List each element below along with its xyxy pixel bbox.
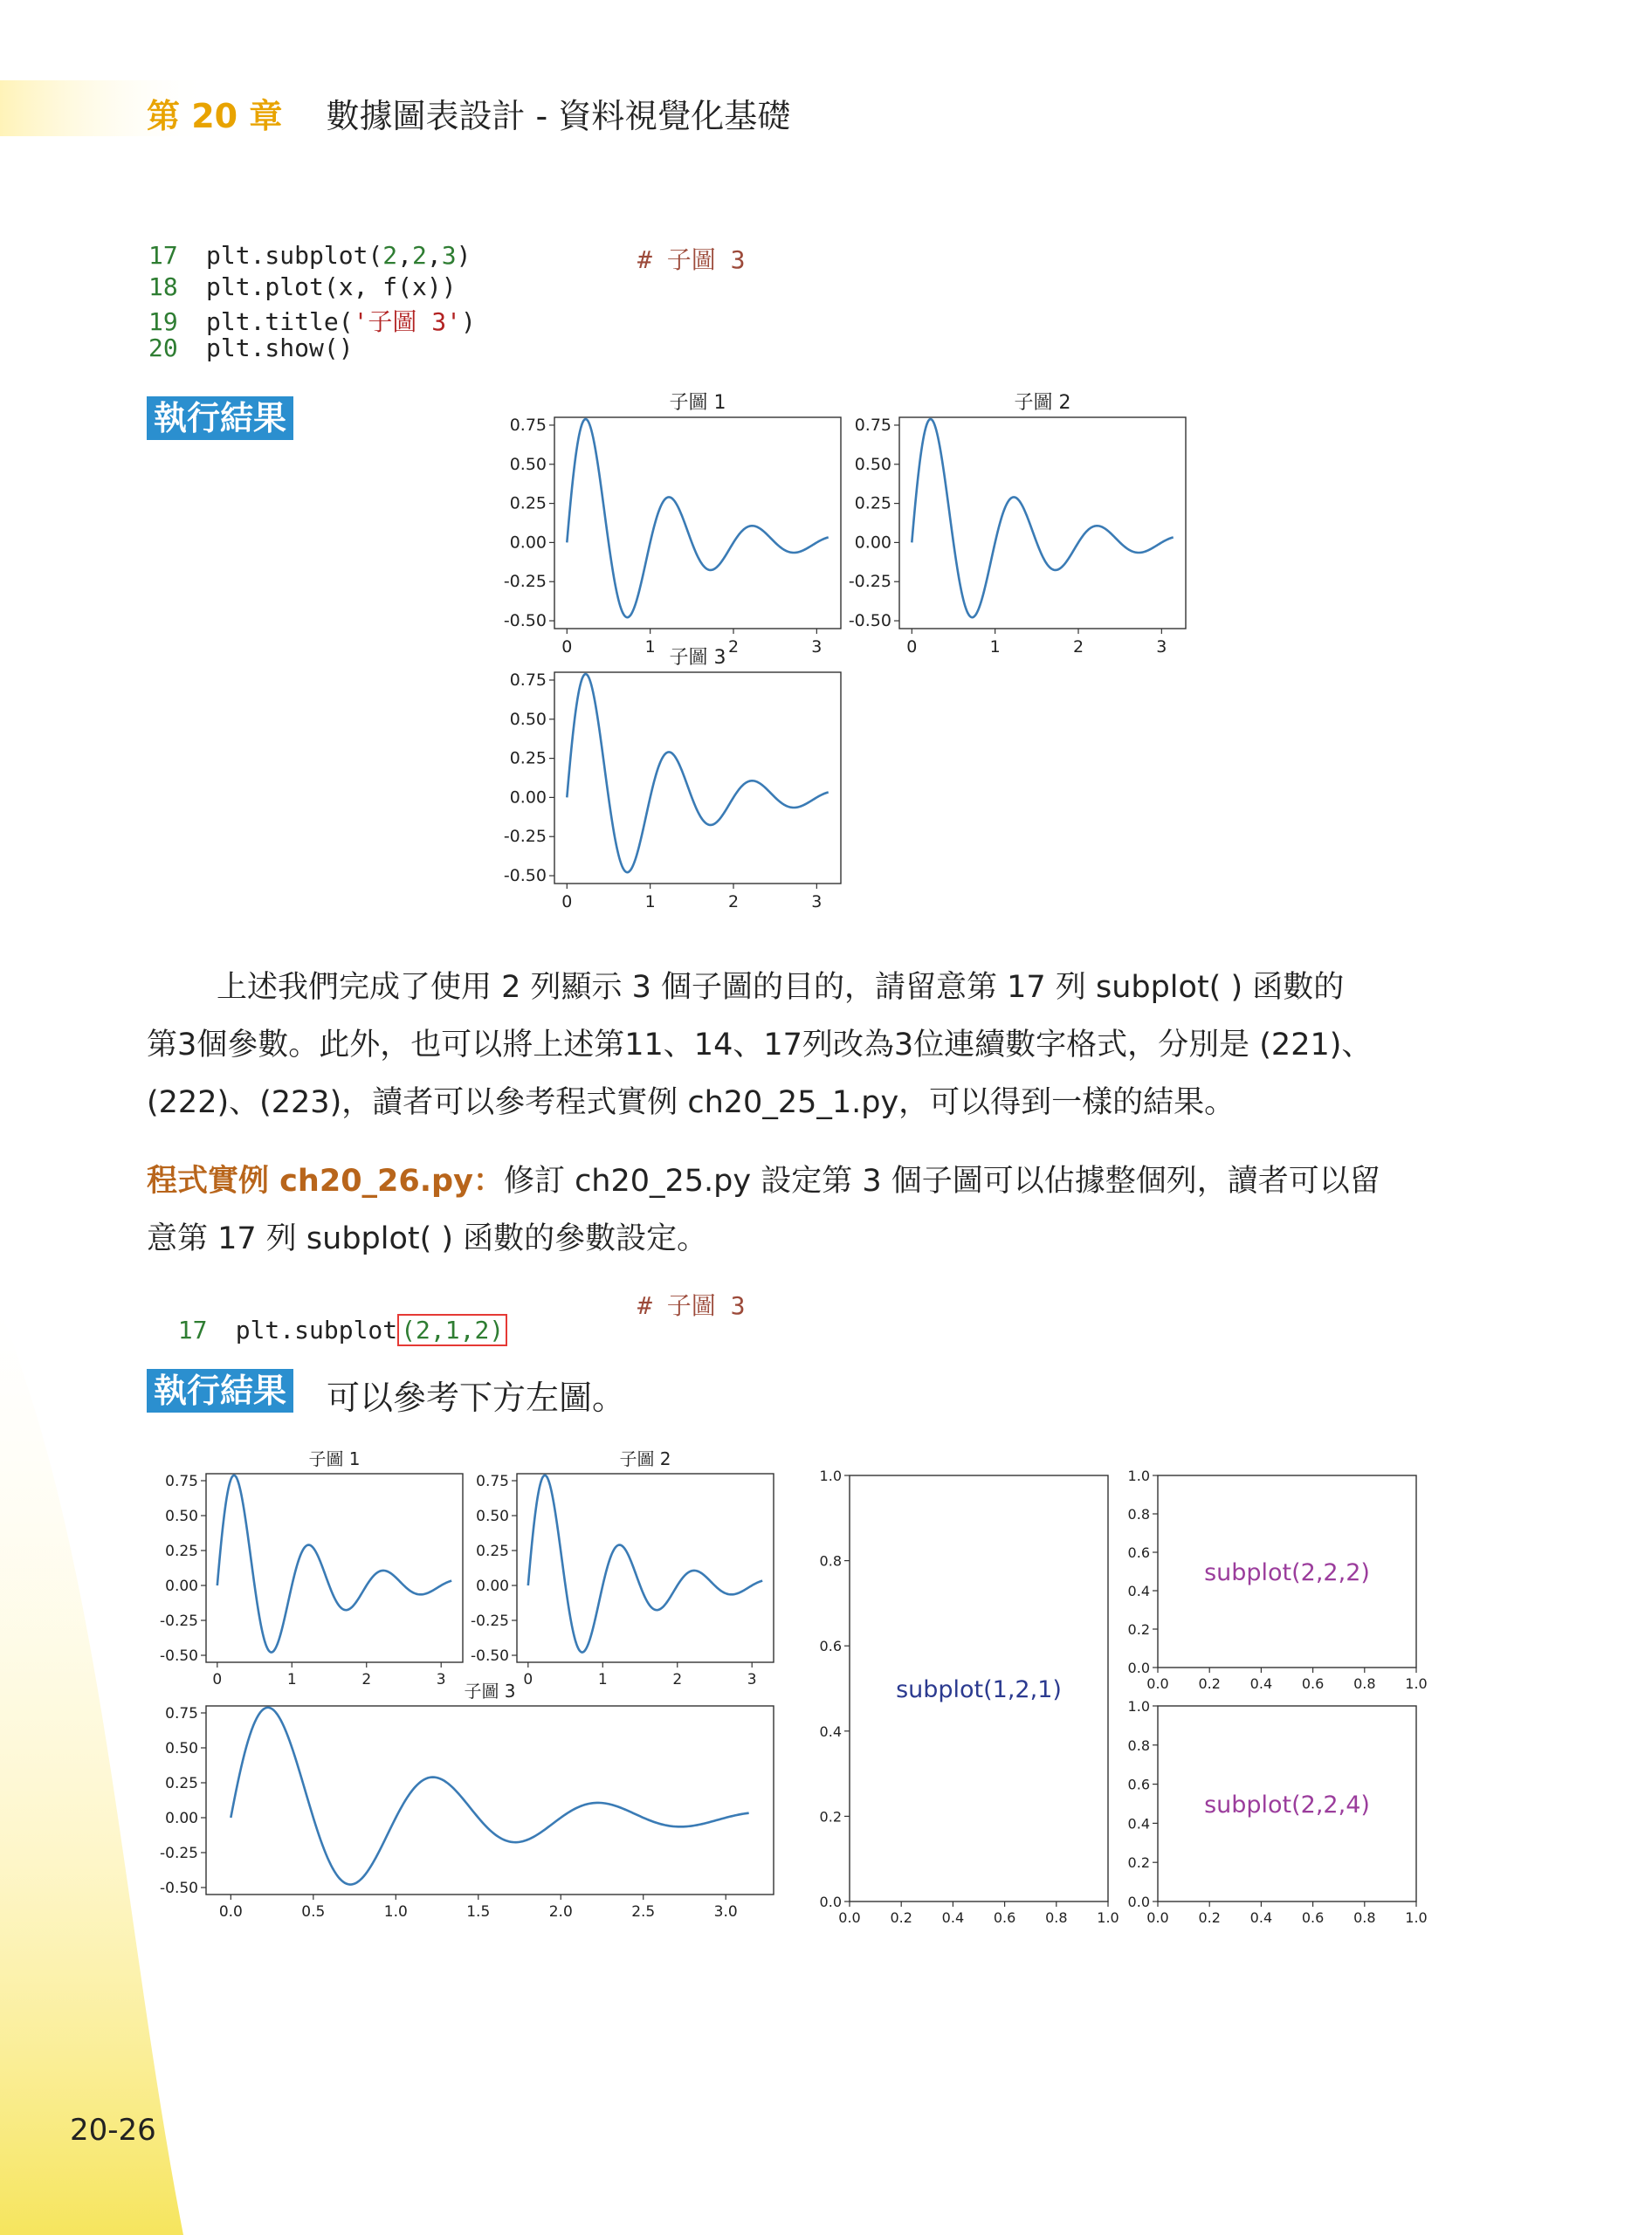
ytick-label: 0.4: [1127, 1583, 1150, 1599]
ytick-label: 0.2: [819, 1808, 842, 1826]
xtick-label: 3.0: [713, 1903, 738, 1921]
xtick-label: 1.0: [1405, 1675, 1428, 1692]
xtick-label: 0.4: [1249, 1909, 1273, 1926]
ytick-label: 0.00: [476, 1578, 509, 1595]
xtick-label: 2: [1072, 637, 1084, 657]
xtick-label: 2: [672, 1671, 683, 1688]
paragraph-1-line-1: 上述我們完成了使用 2 列顯示 3 個子圖的目的，請留意第 17 列 subplot( ) 函數的: [217, 970, 1345, 1005]
run-result-badge-1: 執行結果: [147, 396, 293, 440]
xtick-label: 1: [989, 637, 1001, 657]
xtick-label: 1: [644, 892, 656, 911]
ytick-label: 0.25: [509, 493, 547, 513]
xtick-label: 0.2: [890, 1909, 912, 1926]
code-line-17: 17 plt.subplot(2,2,3) # 子圖 3: [148, 241, 746, 274]
program-example-paragraph: [147, 1152, 1474, 1268]
xtick-label: 0: [906, 637, 918, 657]
axes-frame-3: [554, 672, 841, 884]
ytick-label: 0.2: [1127, 1854, 1150, 1872]
figure-2-subplots: [147, 1449, 793, 1947]
ytick-label: 0.6: [1127, 1776, 1150, 1793]
axes-frame-2: [517, 1474, 774, 1662]
ytick-label: -0.50: [503, 866, 547, 886]
ytick-label: 0.75: [476, 1473, 509, 1490]
ytick-label: 0.25: [165, 1543, 198, 1560]
xtick-label: 0.8: [1353, 1675, 1376, 1692]
ytick-label: 0.8: [819, 1552, 842, 1570]
xtick-label: 1.0: [383, 1903, 408, 1921]
ytick-label: 0.25: [476, 1543, 509, 1560]
xtick-label: 0.4: [941, 1909, 965, 1926]
ytick-label: -0.25: [503, 572, 547, 592]
chapter-number: 第 20 章: [147, 97, 283, 135]
subplot-label-3: subplot(2,2,4): [1204, 1791, 1370, 1819]
program-example-line-1: 程式實例 ch20_26.py：修訂 ch20_25.py 設定第 3 個子圖可以佔據整個列，讀者可以留: [147, 1164, 1380, 1199]
xtick-label: 2.0: [548, 1903, 573, 1921]
ytick-label: -0.50: [160, 1880, 198, 1897]
ytick-label: 0.6: [1127, 1544, 1150, 1561]
ytick-label: 0.75: [509, 670, 547, 690]
xtick-label: 3: [1156, 637, 1167, 657]
figure-3-subplot-layout: [803, 1467, 1467, 1947]
ytick-label: 0.50: [854, 454, 891, 474]
run-result-badge-2: 執行結果: [147, 1369, 293, 1413]
xtick-label: 0.6: [993, 1909, 1016, 1926]
xtick-label: 0.0: [1146, 1675, 1169, 1692]
subplot-title-3: 子圖 3: [669, 647, 726, 669]
highlighted-arguments: (2,1,2): [397, 1314, 507, 1346]
ytick-label: 0.8: [1127, 1506, 1150, 1523]
xtick-label: 1: [597, 1671, 608, 1688]
xtick-label: 0.8: [1353, 1909, 1376, 1926]
xtick-label: 0: [212, 1671, 223, 1688]
ytick-label: 0.0: [1127, 1660, 1150, 1676]
ytick-label: 1.0: [819, 1468, 842, 1484]
axes-frame-3: [206, 1706, 774, 1895]
xtick-label: 3: [436, 1671, 446, 1688]
axes-frame-2: [899, 417, 1186, 629]
axes-frame-1: [554, 417, 841, 629]
xtick-label: 2: [727, 637, 740, 657]
line-number: 20: [148, 334, 178, 362]
chapter-title: 數據圖表設計 - 資料視覺化基礎: [326, 97, 791, 135]
ytick-label: 0.25: [165, 1775, 198, 1792]
ytick-label: 0.75: [165, 1705, 198, 1723]
ytick-label: 0.75: [509, 415, 547, 435]
ytick-label: -0.25: [503, 827, 547, 847]
xtick-label: 0.0: [218, 1903, 243, 1921]
xtick-label: 0.6: [1301, 1909, 1325, 1926]
subplot-title-1: 子圖 1: [669, 392, 726, 414]
ytick-label: 0.25: [509, 748, 547, 768]
paragraph-1-line-3: (222)、(223)，讀者可以參考程式實例 ch20_25_1.py，可以得到一樣的結果。: [147, 1085, 1236, 1120]
run-result-note: 可以參考下方左圖。: [327, 1379, 626, 1417]
xtick-label: 1: [644, 637, 656, 657]
xtick-label: 0: [561, 637, 573, 657]
ytick-label: -0.50: [503, 611, 547, 631]
ytick-label: -0.50: [160, 1647, 198, 1665]
ytick-label: -0.25: [160, 1845, 198, 1862]
ytick-label: 0.4: [819, 1723, 842, 1740]
ytick-label: -0.50: [848, 611, 891, 631]
code-line-18: 18 plt.plot(x, f(x)): [148, 272, 457, 301]
xtick-label: 1.0: [1097, 1909, 1119, 1926]
line-number: 17: [148, 241, 178, 270]
xtick-label: 0.4: [1249, 1675, 1273, 1692]
code-block-2-line: [148, 1287, 746, 1344]
xtick-label: 0.0: [838, 1909, 861, 1926]
xtick-label: 3: [811, 637, 823, 657]
ytick-label: 0.50: [509, 709, 547, 729]
paragraph-1: [147, 959, 1474, 1131]
xtick-label: 3: [811, 892, 823, 911]
ytick-label: 0.50: [165, 1508, 198, 1525]
xtick-label: 0.2: [1198, 1909, 1221, 1926]
code-comment: # 子圖 3: [637, 245, 746, 274]
ytick-label: 0.00: [509, 787, 547, 808]
chapter-header: [147, 89, 790, 137]
subplot-title-3: 子圖 3: [464, 1681, 516, 1702]
subplot-title-1: 子圖 1: [308, 1449, 361, 1469]
xtick-label: 2: [361, 1671, 372, 1688]
subplot-label-2: subplot(2,2,2): [1204, 1559, 1370, 1586]
xtick-label: 2: [727, 892, 740, 911]
xtick-label: 1.5: [466, 1903, 491, 1921]
xtick-label: 3: [747, 1671, 757, 1688]
xtick-label: 0.2: [1198, 1675, 1221, 1692]
ytick-label: -0.25: [848, 572, 891, 592]
figure-1-subplots: [498, 382, 1205, 932]
code-line-19: 19 plt.title('子圖 3'): [148, 307, 476, 336]
code-line-20: 20 plt.show(): [148, 334, 354, 362]
ytick-label: 0.8: [1127, 1736, 1150, 1754]
ytick-label: 1.0: [1127, 1698, 1150, 1715]
ytick-label: -0.25: [471, 1613, 509, 1630]
xtick-label: 0: [523, 1671, 533, 1688]
ytick-label: 0.0: [819, 1894, 842, 1910]
ytick-label: 0.50: [165, 1740, 198, 1757]
page-number: 20-26: [70, 2113, 156, 2148]
ytick-label: 0.4: [1127, 1815, 1150, 1833]
xtick-label: 2.5: [631, 1903, 656, 1921]
ytick-label: 0.0: [1127, 1894, 1150, 1910]
subplot-label-1: subplot(1,2,1): [896, 1676, 1062, 1703]
ytick-label: 0.00: [165, 1810, 198, 1827]
xtick-label: 0.0: [1146, 1909, 1169, 1926]
ytick-label: -0.25: [160, 1613, 198, 1630]
program-example-label: 程式實例 ch20_26.py：: [147, 1164, 504, 1199]
ytick-label: 0.25: [854, 493, 891, 513]
ytick-label: 0.75: [854, 415, 891, 435]
ytick-label: -0.50: [471, 1647, 509, 1665]
paragraph-1-line-2: 第3個參數。此外，也可以將上述第11、14、17列改為3位連續數字格式，分別是 (221)、: [147, 1028, 1373, 1062]
xtick-label: 0.6: [1301, 1675, 1325, 1692]
xtick-label: 0: [561, 892, 573, 911]
line-number: 19: [148, 307, 178, 336]
ytick-label: 0.00: [509, 533, 547, 553]
program-example-line-2: 意第 17 列 subplot( ) 函數的參數設定。: [147, 1221, 708, 1256]
subplot-title-2: 子圖 2: [1014, 392, 1071, 414]
xtick-label: 1.0: [1405, 1909, 1428, 1926]
line-number: 17: [177, 1316, 208, 1344]
subplot-title-2: 子圖 2: [619, 1449, 671, 1469]
ytick-label: 0.2: [1127, 1621, 1150, 1638]
code-prefix: plt.subplot: [235, 1316, 398, 1344]
xtick-label: 0.8: [1045, 1909, 1068, 1926]
code-comment: # 子圖 3: [637, 1291, 746, 1320]
ytick-label: 0.00: [854, 533, 891, 553]
ytick-label: 0.50: [509, 454, 547, 474]
ytick-label: 1.0: [1127, 1468, 1150, 1484]
axes-frame-1: [206, 1474, 463, 1662]
line-number: 18: [148, 272, 178, 301]
ytick-label: 0.75: [165, 1473, 198, 1490]
ytick-label: 0.6: [819, 1638, 842, 1655]
ytick-label: 0.50: [476, 1508, 509, 1525]
ytick-label: 0.00: [165, 1578, 198, 1595]
xtick-label: 1: [286, 1671, 297, 1688]
xtick-label: 0.5: [301, 1903, 326, 1921]
